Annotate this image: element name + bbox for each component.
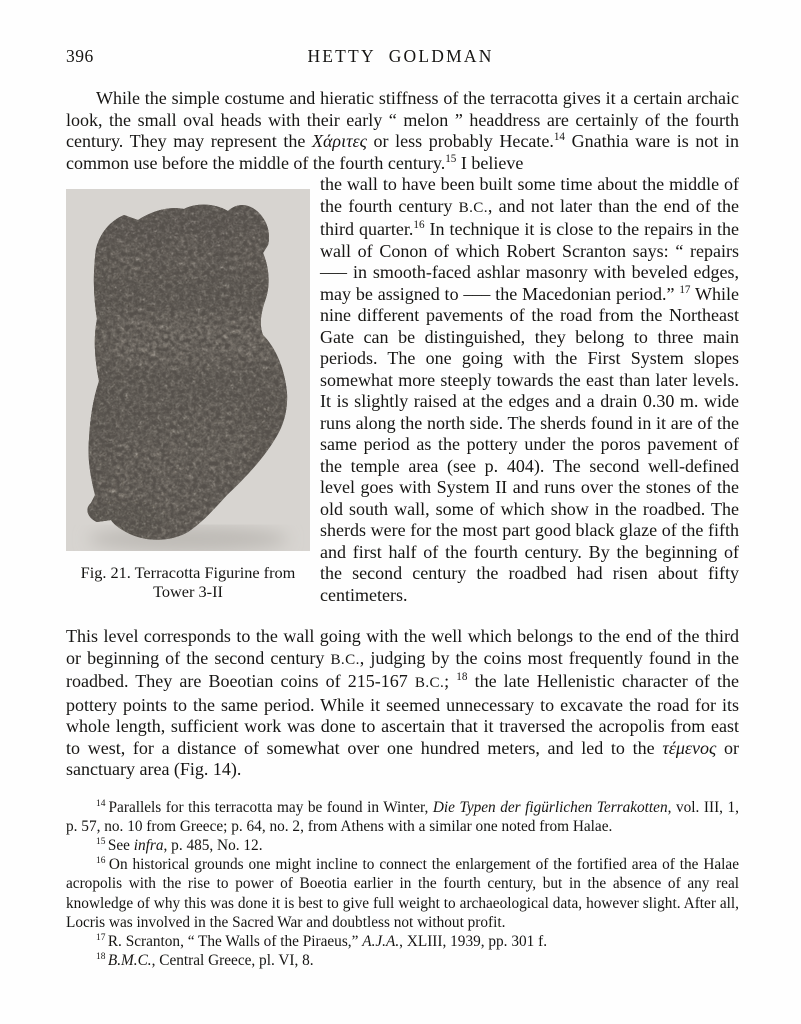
figure-and-wrapped-text (66, 174, 739, 781)
figure-caption-line2: Tower 3-II (153, 582, 223, 601)
footnote-16: $^{16}$ On historical grounds one might incline to connect the enlargement of the fortified area of the Halae acropolis with the rise to power of Boeotia earlier in the fourth century, but in the absence of any real knowledge of why this was done it is best to give full weight to archaeological data, however slight. After all, Locris was involved in the Sacred War and doubtless not without profit. (66, 856, 739, 931)
figure (66, 189, 310, 601)
body-paragraph-wrapped: the wall to have been built some time about the middle of the fourth century B.C., and not later than the end of the third quarter.$^{16}$ In technique it is close to the repairs in the wall of Conon of which Robert Scranton says: “ repairs ––– in smooth-faced ashlar masonry with beveled edges, may be assigned to ––– the Macedonian period.” $^{17}$ While nine different pavements of the road from the Northeast Gate can be distinguished, they belong to three main periods. The one going with the First System slopes somewhat more steeply towards the east than later levels. It is slightly raised at the edges and a drain 0.30 m. wide runs along the north side. The sherds found in it are of the same period as the pottery under the poros pavement of the temple area (see p. 404). The second well-defined level goes with System II and runs over the stones of the old south wall, some of which show in the roadbed. The sherds were for the most part good black glaze of the fifth and first half of the fourth century. By the beginning of the second century the roadbed had risen about fifty centimeters. (320, 174, 740, 605)
footnote-17: $^{17}$ R. Scranton, “ The Walls of the Piraeus,” A.J.A., XLIII, 1939, pp. 301 f. (96, 932, 548, 950)
body-paragraph-continuation: This level corresponds to the wall going with the well which belongs to the end of the third or beginning of the second century B.C., judging by the coins most frequently found in the roadbed. They are Boeotian coins of 215-167 B.C.; $^{18}$ the late Hellenistic character of the pottery points to the same period. While it seemed unnecessary to excavate the road for its whole length, sufficient work was done to ascertain that it traversed the acropolis from east to west, for a distance of somewhat over one hundred meters, and led to the τέμενος or sanctuary area (Fig. 14). (66, 626, 739, 779)
running-header: HETTY GOLDMAN (307, 46, 494, 66)
footnote-15: $^{15}$ See infra, p. 485, No. 12. (96, 836, 263, 854)
footnote-18: $^{18}$ B.M.C., Central Greece, pl. VI, 8. (96, 952, 314, 970)
figure-caption-line1: Fig. 21. Terracotta Figurine from (80, 563, 296, 582)
footnote-14: $^{14}$ Parallels for this terracotta may be found in Winter, Die Typen der figürlichen Terrakotten, vol. III, 1, p. 57, no. 10 from Greece; p. 64, no. 2, from Athens with a similar one noted from Halae. (66, 798, 739, 835)
footnotes-section (66, 798, 739, 971)
page-number: 396 (66, 46, 94, 66)
page-body (66, 88, 739, 970)
body-paragraph-start: While the simple costume and hieratic stiffness of the terracotta gives it a certain archaic look, the small oval heads with their early “ melon ” headdress are certainly of the fourth century. They may represent the Χάριτες or less probably Hecate.$^{14}$ Gnathia ware is not in common use before the middle of the fourth century.$^{15}$ I believe (66, 88, 740, 173)
figure-caption (66, 563, 310, 601)
terracotta-figurine-photo (66, 189, 310, 551)
